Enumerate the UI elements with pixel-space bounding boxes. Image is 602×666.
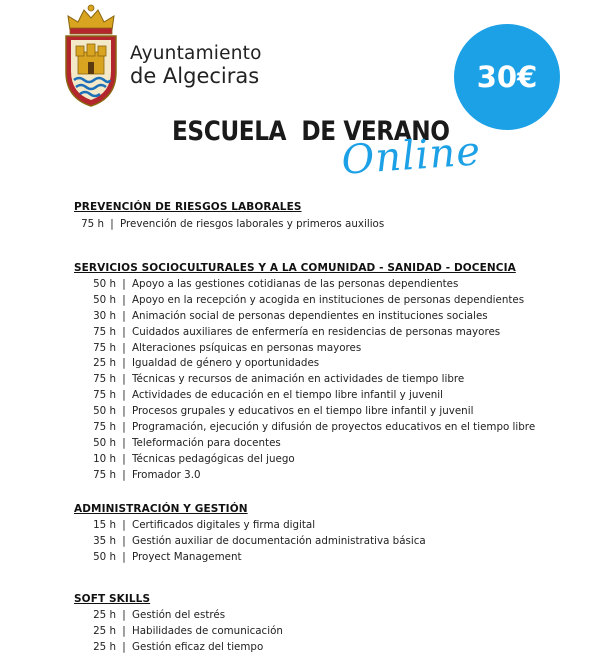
list-item xyxy=(74,452,594,468)
list-item xyxy=(74,640,594,656)
course-hours: 25 h xyxy=(93,609,116,621)
course-name: Técnicas pedagógicas del juego xyxy=(132,452,295,465)
course-name: Gestión auxiliar de documentación administrativa básica xyxy=(132,534,426,547)
price-badge: 30€ xyxy=(454,24,560,130)
course-hours: 75 h xyxy=(93,421,116,434)
separator: | xyxy=(122,534,126,547)
course-name: Habilidades de comunicación xyxy=(132,624,283,637)
course-hours: 75 h xyxy=(93,389,116,402)
course-hours: 35 h xyxy=(93,534,116,547)
separator: | xyxy=(122,609,126,621)
separator: | xyxy=(110,218,114,230)
course-hours: 75 h xyxy=(81,218,104,230)
list-item xyxy=(74,420,594,436)
course-hours: 75 h xyxy=(93,341,116,354)
list-item xyxy=(74,624,594,640)
list-item xyxy=(74,550,594,566)
course-hours: 50 h xyxy=(93,436,116,449)
course-name: Fromador 3.0 xyxy=(132,468,201,481)
list-item xyxy=(74,518,594,534)
course-hours: 15 h xyxy=(93,519,116,531)
section-administracion xyxy=(74,503,594,566)
separator: | xyxy=(122,325,126,338)
course-name: Apoyo a las gestiones cotidianas de las personas dependientes xyxy=(132,278,459,290)
list-item xyxy=(74,608,594,624)
course-hours: 30 h xyxy=(93,309,116,322)
coat-of-arms-logo xyxy=(58,2,124,110)
section-heading: ADMINISTRACIÓN Y GESTIÓN xyxy=(74,503,248,515)
list-item xyxy=(74,388,594,404)
course-name: Técnicas y recursos de animación en actividades de tiempo libre xyxy=(132,373,465,386)
separator: | xyxy=(122,624,126,637)
course-hours: 50 h xyxy=(93,293,116,306)
list-item xyxy=(74,468,594,484)
page-subtitle: Online xyxy=(340,128,483,184)
list-item xyxy=(74,356,594,372)
separator: | xyxy=(122,278,126,290)
separator: | xyxy=(122,389,126,402)
section-prevencion xyxy=(74,201,594,233)
course-name: Teleformación para docentes xyxy=(132,436,281,449)
separator: | xyxy=(122,341,126,354)
organization-name xyxy=(130,45,262,87)
list-item xyxy=(74,341,594,357)
course-name: Proyect Management xyxy=(132,550,242,563)
separator: | xyxy=(122,293,126,306)
org-line-1: Ayuntamiento xyxy=(130,43,262,64)
separator: | xyxy=(122,405,126,418)
course-hours: 50 h xyxy=(93,278,116,290)
list-item xyxy=(74,372,594,388)
course-name: Prevención de riesgos laborales y primeros auxilios xyxy=(120,218,385,230)
course-name: Cuidados auxiliares de enfermería en residencias de personas mayores xyxy=(132,325,501,338)
course-name: Gestión eficaz del tiempo xyxy=(132,640,264,653)
course-name: Procesos grupales y educativos en el tiempo libre infantil y juvenil xyxy=(132,405,474,418)
separator: | xyxy=(122,357,126,370)
course-hours: 75 h xyxy=(93,468,116,481)
section-heading: PREVENCIÓN DE RIESGOS LABORALES xyxy=(74,201,302,213)
separator: | xyxy=(122,373,126,386)
list-item xyxy=(74,277,594,293)
separator: | xyxy=(122,519,126,531)
separator: | xyxy=(122,309,126,322)
course-hours: 25 h xyxy=(93,640,116,653)
course-hours: 25 h xyxy=(93,624,116,637)
section-soft-skills xyxy=(74,593,594,656)
course-name: Apoyo en la recepción y acogida en instituciones de personas dependientes xyxy=(132,293,525,306)
course-name: Actividades de educación en el tiempo libre infantil y juvenil xyxy=(132,389,444,402)
course-name: Programación, ejecución y difusión de proyectos educativos en el tiempo libre xyxy=(132,421,536,434)
separator: | xyxy=(122,452,126,465)
list-item xyxy=(74,293,594,309)
course-name: Igualdad de género y oportunidades xyxy=(132,357,320,370)
separator: | xyxy=(122,550,126,563)
course-name: Certificados digitales y firma digital xyxy=(132,519,316,531)
section-heading: SOFT SKILLS xyxy=(74,593,151,605)
course-name: Gestión del estrés xyxy=(132,609,226,621)
course-hours: 50 h xyxy=(93,405,116,418)
separator: | xyxy=(122,436,126,449)
course-hours: 75 h xyxy=(93,325,116,338)
page-title: ESCUELA DE VERANO xyxy=(172,116,450,147)
separator: | xyxy=(122,640,126,653)
course-hours: 75 h xyxy=(93,373,116,386)
list-item xyxy=(74,217,594,233)
course-hours: 25 h xyxy=(93,357,116,370)
section-servicios xyxy=(74,262,594,484)
separator: | xyxy=(122,468,126,481)
course-hours: 10 h xyxy=(93,452,116,465)
list-item xyxy=(74,325,594,341)
list-item xyxy=(74,404,594,420)
org-line-2: de Algeciras xyxy=(130,63,260,88)
list-item xyxy=(74,309,594,325)
list-item xyxy=(74,436,594,452)
course-hours: 50 h xyxy=(93,550,116,563)
section-heading: SERVICIOS SOCIOCULTURALES Y A LA COMUNIDAD - SANIDAD - DOCENCIA xyxy=(74,262,516,274)
course-name: Alteraciones psíquicas en personas mayores xyxy=(132,341,362,354)
separator: | xyxy=(122,421,126,434)
course-name: Animación social de personas dependientes en instituciones sociales xyxy=(132,309,488,322)
list-item xyxy=(74,534,594,550)
